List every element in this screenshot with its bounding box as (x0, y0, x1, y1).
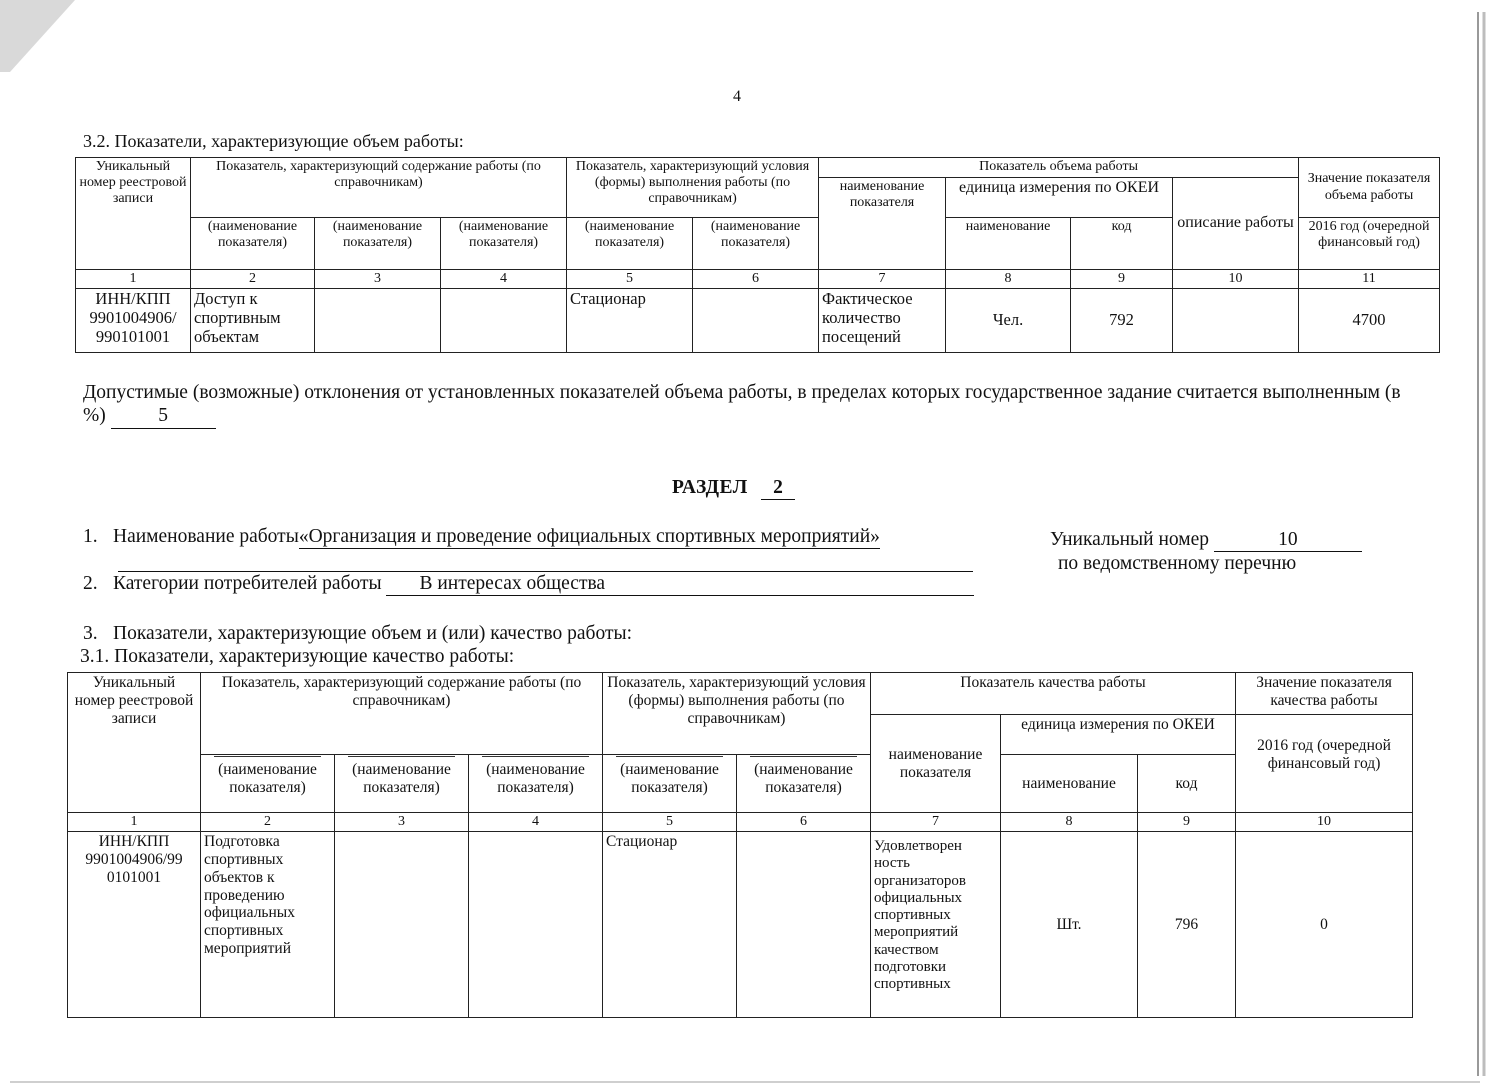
deviation-text: Допустимые (возможные) отклонения от установленных показателей объема работы, в пределах которых государственное задание считается выполненным (в %) (83, 382, 1401, 427)
cell-value: 0 (1236, 832, 1413, 1018)
header-indicator-name: наименование показателя (871, 715, 1001, 813)
section-number: 2 (761, 477, 795, 500)
item2-number: 2. (83, 573, 98, 594)
cell-condition-1: Стационар (567, 289, 693, 353)
cell-unit-code: 792 (1071, 289, 1173, 353)
column-number: 1 (68, 813, 201, 832)
cell-indicator-name: Удовлетворен ность организаторов официальных спортивных мероприятий качеством подготовки спортивных (871, 832, 1001, 1018)
deviation-value: 5 (111, 404, 216, 428)
header-year: 2016 год (очередной финансовый год) (1236, 715, 1413, 813)
column-number: 10 (1236, 813, 1413, 832)
cell-indicator-name: Фактическое количество посещений (819, 289, 946, 353)
item2-value: В интересах общества (386, 573, 974, 596)
column-number: 9 (1071, 270, 1173, 289)
column-number: 7 (871, 813, 1001, 832)
header-okei-code: код (1138, 755, 1236, 813)
header-year: 2016 год (очередной финансовый год) (1299, 218, 1440, 270)
column-number: 6 (693, 270, 819, 289)
page-number: 4 (733, 88, 741, 105)
quality-indicators-table (67, 672, 1413, 1018)
header-okei-name: наименование (946, 218, 1071, 270)
section-3-1-title: 3.1. Показатели, характеризующие качество работы: (80, 646, 515, 667)
section-label: РАЗДЕЛ (672, 477, 748, 498)
item1-number: 1. (83, 526, 98, 547)
column-number: 9 (1138, 813, 1236, 832)
unique-number-sub: по ведомственному перечню (1058, 553, 1297, 574)
unique-number-row (1050, 529, 1362, 552)
item2-row (113, 573, 974, 596)
cell-unit-name: Шт. (1001, 832, 1138, 1018)
cell-unique-number: ИНН/КПП 9901004906/ 990101001 (76, 289, 191, 353)
cell-condition-2 (737, 832, 871, 1018)
column-number: 5 (567, 270, 693, 289)
item1-value: «Организация и проведение официальных спортивных мероприятий» (298, 526, 880, 547)
column-number: 8 (1001, 813, 1138, 832)
column-numbers-row (76, 270, 1440, 289)
header-sub-name: (наименование показателя) (441, 218, 567, 270)
section-heading (672, 477, 795, 500)
divider (616, 756, 724, 757)
header-content-indicator: Показатель, характеризующий содержание работы (по справочникам) (201, 673, 603, 755)
divider (348, 756, 456, 757)
item3-number: 3. (83, 623, 98, 644)
column-number: 3 (315, 270, 441, 289)
cell-content-3 (469, 832, 603, 1018)
header-okei-code: код (1071, 218, 1173, 270)
cell-content-2 (315, 289, 441, 353)
header-unique-number: Уникальный номер реестровой записи (68, 673, 201, 813)
column-number: 1 (76, 270, 191, 289)
header-sub-name: (наименование показателя) (567, 218, 693, 270)
divider (482, 756, 590, 757)
divider (214, 756, 322, 757)
cell-content-3 (441, 289, 567, 353)
item2-label: Категории потребителей работы (113, 573, 382, 594)
column-numbers-row (68, 813, 1413, 832)
cell-content-2 (335, 832, 469, 1018)
deviation-paragraph (83, 381, 1413, 429)
column-number: 3 (335, 813, 469, 832)
header-sub-name: (наименование показателя) (201, 755, 335, 813)
column-number: 4 (441, 270, 567, 289)
column-number: 11 (1299, 270, 1440, 289)
cell-description (1173, 289, 1299, 353)
header-indicator-name: наименование показателя (819, 178, 946, 270)
item3-label: Показатели, характеризующие объем и (или) качество работы: (113, 623, 632, 644)
column-number: 2 (191, 270, 315, 289)
column-number: 2 (201, 813, 335, 832)
header-sub-name: (наименование показателя) (191, 218, 315, 270)
header-sub-name: (наименование показателя) (693, 218, 819, 270)
column-number: 5 (603, 813, 737, 832)
cell-content-1: Доступ к спортивным объектам (191, 289, 315, 353)
column-number: 4 (469, 813, 603, 832)
header-sub-name: (наименование показателя) (469, 755, 603, 813)
header-content-indicator: Показатель, характеризующий содержание работы (по справочникам) (191, 158, 567, 218)
section-3-2-title: 3.2. Показатели, характеризующие объем работы: (83, 131, 464, 151)
header-sub-name: (наименование показателя) (603, 755, 737, 813)
unique-number-value: 10 (1214, 529, 1362, 552)
header-sub-name: (наименование показателя) (335, 755, 469, 813)
header-sub-name: (наименование показателя) (737, 755, 871, 813)
divider (750, 756, 858, 757)
cell-unit-name: Чел. (946, 289, 1071, 353)
header-sub-name: (наименование показателя) (315, 218, 441, 270)
header-conditions-indicator: Показатель, характеризующий условия (формы) выполнения работы (по справочникам) (603, 673, 871, 755)
column-number: 7 (819, 270, 946, 289)
cell-unique-number: ИНН/КПП 9901004906/99 0101001 (68, 832, 201, 1018)
column-number: 10 (1173, 270, 1299, 289)
volume-indicators-table (75, 157, 1440, 353)
column-number: 8 (946, 270, 1071, 289)
item1-underline (118, 571, 973, 572)
cell-content-1: Подготовка спортивных объектов к проведению официальных спортивных мероприятий (201, 832, 335, 1018)
header-okei-unit: единица измерения по ОКЕИ (1001, 715, 1236, 755)
cell-condition-2 (693, 289, 819, 353)
unique-number-label: Уникальный номер (1050, 529, 1209, 550)
header-unique-number: Уникальный номер реестровой записи (76, 158, 191, 270)
item1-label: Наименование работы (113, 526, 299, 547)
header-value-indicator: Значение показателя качества работы (1236, 673, 1413, 715)
column-number: 6 (737, 813, 871, 832)
item1-row (113, 526, 880, 549)
header-work-description: описание работы (1173, 178, 1299, 270)
header-value-indicator: Значение показателя объема работы (1299, 158, 1440, 218)
header-okei-unit: единица измерения по ОКЕИ (946, 178, 1173, 218)
table-row (76, 289, 1440, 353)
cell-unit-code: 796 (1138, 832, 1236, 1018)
cell-condition-1: Стационар (603, 832, 737, 1018)
header-quality-indicator: Показатель качества работы (871, 673, 1236, 715)
header-volume-indicator: Показатель объема работы (819, 158, 1299, 178)
table-row (68, 832, 1413, 1018)
header-okei-name: наименование (1001, 755, 1138, 813)
header-conditions-indicator: Показатель, характеризующий условия (формы) выполнения работы (по справочникам) (567, 158, 819, 218)
cell-value: 4700 (1299, 289, 1440, 353)
